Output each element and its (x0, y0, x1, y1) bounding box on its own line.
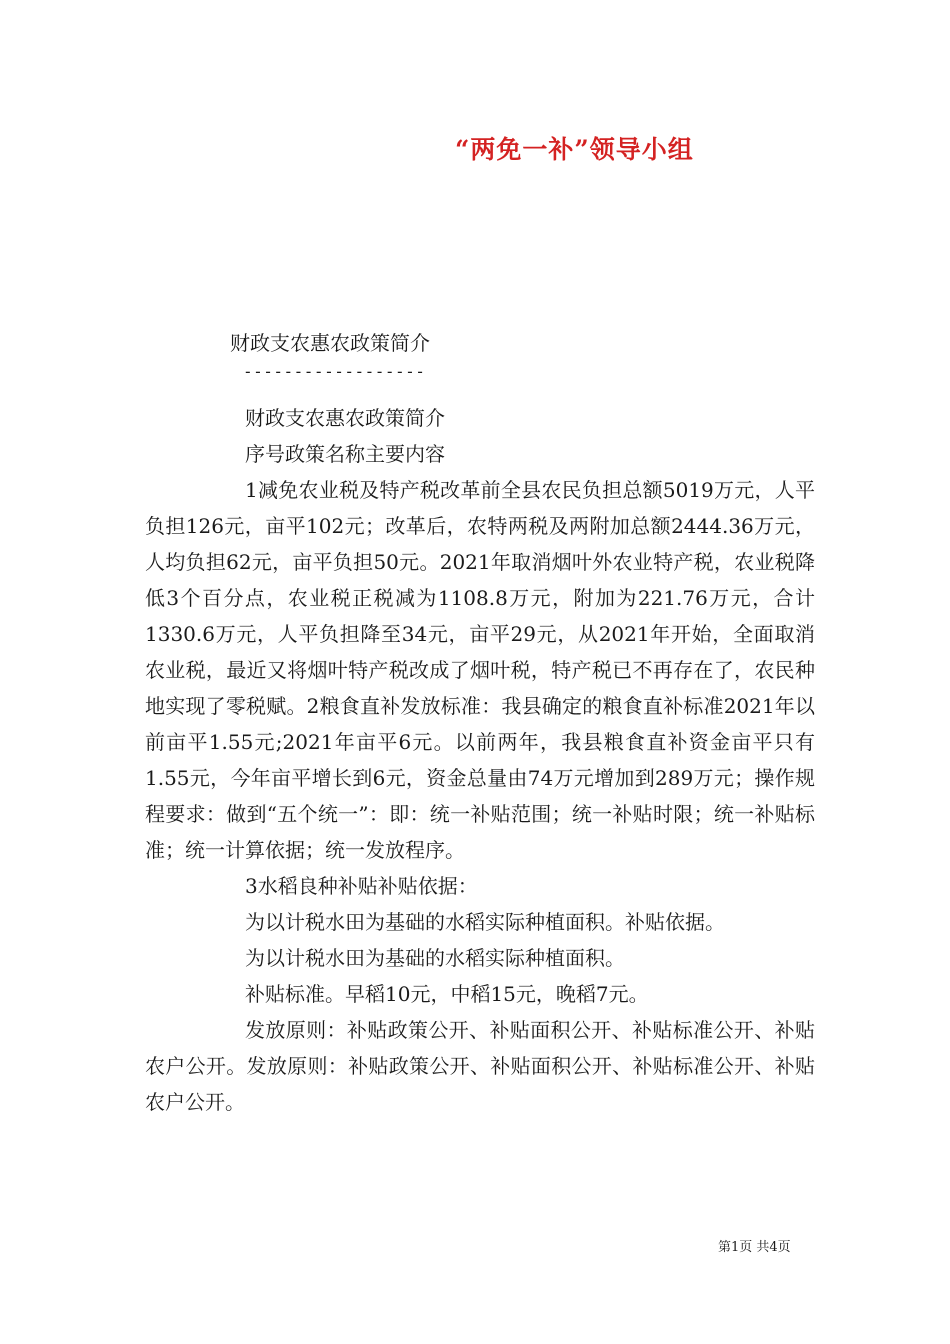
paragraph-principle: 发放原则：补贴政策公开、补贴面积公开、补贴标准公开、补贴农户公开。发放原则：补贴政策公开、补贴面积公开、补贴标准公开、补贴农户公开。 (145, 1018, 815, 1114)
document-body (145, 400, 815, 1120)
paragraph-columns: 序号政策名称主要内容 (245, 442, 445, 466)
header-title: “两免一补”领导小组 (455, 135, 694, 164)
paragraph-basis-1: 为以计税水田为基础的水稻实际种植面积。补贴依据。 (245, 910, 725, 934)
paragraph-basis-2: 为以计税水田为基础的水稻实际种植面积。 (245, 946, 625, 970)
page-footer: 第1页 共4页 (718, 1240, 791, 1255)
paragraph-policy-3: 3水稻良种补贴补贴依据： (245, 874, 478, 898)
paragraph-policy-1-2: 1减免农业税及特产税改革前全县农民负担总额5019万元，人平负担126元，亩平102元；改革后，农特两税及两附加总额2444.36万元，人均负担62元，亩平负担50元。2021年取消烟叶外农业特产税，农业税降低3个百分点，农业税正税减为1108.8万元，附加为221.76万元，合计1330.6万元，人平负担降至34元，亩平29元，从2021年开始，全面取消农业税，最近又将烟叶特产税改成了烟叶税，特产税已不再存在了，农民种地实现了零税赋。2粮食直补发放标准：我县确定的粮食直补标准2021年以前亩平1.55元;2021年亩平6元。以前两年，我县粮食直补资金亩平只有1.55元，今年亩平增长到6元，资金总量由74万元增加到289万元；操作规程要求：做到“五个统一”：即：统一补贴范围；统一补贴时限；统一补贴标准；统一计算依据；统一发放程序。 (145, 478, 815, 862)
document-subtitle: 财政支农惠农政策简介 (230, 331, 430, 355)
separator-line: ------------------ (243, 362, 426, 381)
paragraph-heading: 财政支农惠农政策简介 (245, 406, 445, 430)
paragraph-standard: 补贴标准。早稻10元，中稻15元，晚稻7元。 (245, 982, 649, 1006)
